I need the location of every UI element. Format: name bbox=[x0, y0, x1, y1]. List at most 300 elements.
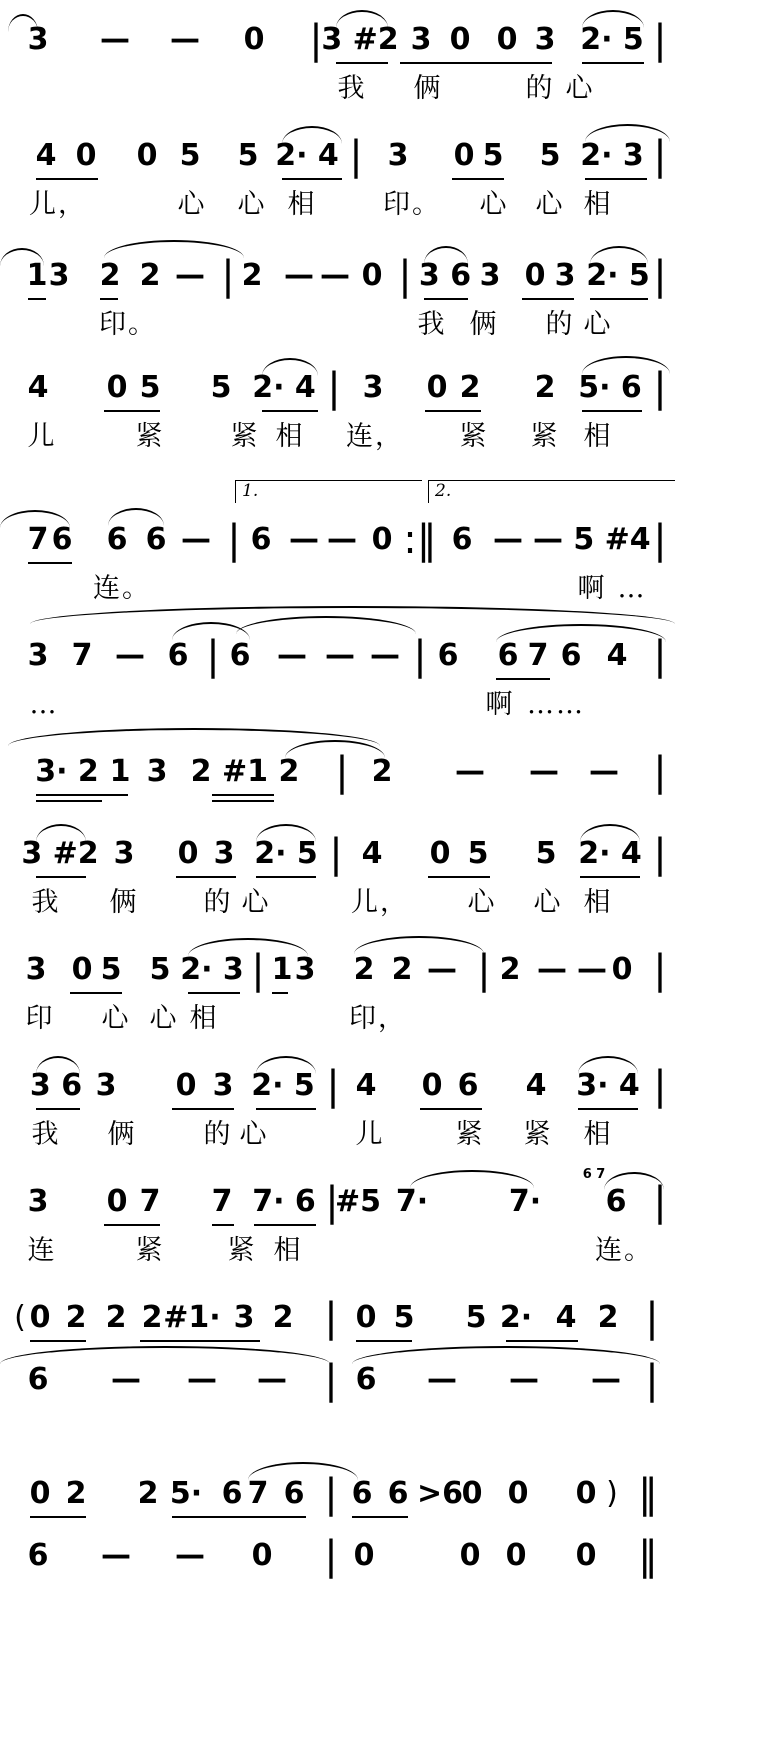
note: 7 bbox=[527, 638, 549, 673]
note: 1 bbox=[271, 952, 293, 987]
slur bbox=[248, 1462, 358, 1480]
lyrics-row bbox=[0, 1118, 766, 1158]
slur bbox=[496, 624, 666, 642]
note: 0 bbox=[106, 370, 128, 405]
note: 5 bbox=[139, 370, 161, 405]
dash: — bbox=[325, 638, 355, 673]
slur bbox=[578, 1056, 638, 1074]
barline: | bbox=[227, 517, 241, 563]
barline: | bbox=[645, 1357, 659, 1403]
lyric: 紧 bbox=[459, 421, 489, 452]
lyric: 心 bbox=[533, 887, 563, 918]
lyric: 连。 bbox=[595, 1235, 653, 1266]
dash: — bbox=[115, 638, 145, 673]
note: 6 bbox=[355, 1362, 377, 1397]
dash: — bbox=[257, 1362, 287, 1397]
lyrics-row bbox=[0, 886, 766, 926]
slur bbox=[585, 124, 670, 142]
lyric: 相 bbox=[583, 421, 613, 452]
note-pair: 2· 5 bbox=[586, 258, 650, 293]
note: 3 bbox=[387, 138, 409, 173]
note-pair: 3 #2 bbox=[21, 836, 99, 871]
note: 0 bbox=[106, 1184, 128, 1219]
dash: — bbox=[111, 1362, 141, 1397]
barline: | bbox=[653, 749, 667, 795]
dash: — bbox=[370, 638, 400, 673]
note: 2 bbox=[65, 1300, 87, 1335]
note: 0 bbox=[371, 522, 393, 557]
note: 7 bbox=[211, 1184, 233, 1219]
dash: — bbox=[181, 522, 211, 557]
dash: — bbox=[537, 952, 567, 987]
note: 2 bbox=[391, 952, 413, 987]
lyric: 紧 bbox=[455, 1119, 485, 1150]
beam-line bbox=[262, 410, 318, 412]
note: 6 bbox=[560, 638, 582, 673]
lyric: 相 bbox=[287, 189, 317, 220]
notes-row bbox=[0, 831, 766, 880]
barline: | bbox=[206, 633, 220, 679]
note: 2 bbox=[137, 1476, 159, 1511]
dash: — bbox=[493, 522, 523, 557]
slur bbox=[580, 824, 640, 842]
note: 6 bbox=[387, 1476, 409, 1511]
note: 6 bbox=[167, 638, 189, 673]
lyric: 连 bbox=[27, 1235, 57, 1266]
lyrics-row bbox=[0, 420, 766, 460]
slur bbox=[410, 1170, 534, 1188]
note-pair: 2· 4 bbox=[275, 138, 339, 173]
dash: — bbox=[100, 22, 130, 57]
beam-line bbox=[578, 1108, 638, 1110]
accented-note: >6 bbox=[416, 1476, 464, 1511]
beam-line bbox=[30, 1516, 86, 1518]
beam-line bbox=[272, 992, 288, 994]
notes-row bbox=[0, 1063, 766, 1112]
beam-line bbox=[585, 178, 647, 180]
lyric: 俩 bbox=[413, 73, 443, 104]
lyric: 紧 bbox=[135, 1235, 165, 1266]
beam-line bbox=[30, 1340, 86, 1342]
lyric: 紧 bbox=[135, 421, 165, 452]
notes-row bbox=[0, 947, 766, 996]
beam-line bbox=[70, 992, 122, 994]
note: 4 bbox=[355, 1068, 377, 1103]
note-pair: 5 #4 bbox=[573, 522, 651, 557]
note: 5 bbox=[393, 1300, 415, 1335]
note: 0 bbox=[524, 258, 546, 293]
note: 6 bbox=[457, 1068, 479, 1103]
beam-line bbox=[188, 992, 240, 994]
dash: — bbox=[289, 522, 319, 557]
note: 2 bbox=[371, 754, 393, 789]
dash: — bbox=[529, 754, 559, 789]
notes-row bbox=[0, 633, 766, 682]
note: 6 bbox=[145, 522, 167, 557]
beam-line bbox=[424, 298, 468, 300]
note: 3 bbox=[48, 258, 70, 293]
barline: | bbox=[653, 253, 667, 299]
note: 0 bbox=[353, 1538, 375, 1573]
note: 3 bbox=[212, 1068, 234, 1103]
note: 6 bbox=[27, 1362, 49, 1397]
lyric: 儿 bbox=[27, 421, 57, 452]
barline: | bbox=[309, 17, 323, 63]
notes-row bbox=[0, 1357, 766, 1406]
beam-line bbox=[400, 62, 552, 64]
lyric: 心 bbox=[239, 1119, 269, 1150]
grace-notes: 6 7 bbox=[582, 1167, 606, 1182]
note: 7 bbox=[71, 638, 93, 673]
beam-line bbox=[420, 1108, 482, 1110]
beam-line bbox=[336, 62, 388, 64]
lyric: 印， bbox=[349, 1003, 407, 1034]
note: 1 bbox=[26, 258, 48, 293]
barline: | bbox=[325, 1179, 339, 1225]
note: 5 bbox=[100, 952, 122, 987]
note: 5 bbox=[535, 836, 557, 871]
beam-line bbox=[452, 178, 504, 180]
slur bbox=[354, 936, 484, 954]
beam-line bbox=[590, 298, 648, 300]
note: 7 bbox=[27, 522, 49, 557]
beam-line bbox=[36, 794, 128, 796]
slur bbox=[262, 358, 318, 376]
note-pair: 2· 3 bbox=[580, 138, 644, 173]
note: #1· bbox=[163, 1300, 221, 1335]
note: 5 bbox=[149, 952, 171, 987]
beam-line bbox=[104, 1224, 160, 1226]
note: 1 bbox=[109, 754, 131, 789]
note: 0 bbox=[507, 1476, 529, 1511]
note: 0 bbox=[429, 836, 451, 871]
note: 3 bbox=[233, 1300, 255, 1335]
note: 7 bbox=[247, 1476, 269, 1511]
notes-row bbox=[0, 1295, 766, 1344]
beam-line bbox=[428, 876, 490, 878]
lyric: 印。 bbox=[99, 309, 157, 340]
dash: — bbox=[175, 1538, 205, 1573]
note: 0 bbox=[136, 138, 158, 173]
note: 5 bbox=[482, 138, 504, 173]
barline: | bbox=[653, 1063, 667, 1109]
lyric: 相 bbox=[583, 887, 613, 918]
note: 0 bbox=[421, 1068, 443, 1103]
beam-line bbox=[212, 800, 274, 802]
slur bbox=[282, 126, 342, 144]
lyric: … bbox=[617, 573, 647, 604]
note: 2 bbox=[99, 258, 121, 293]
note: 6 bbox=[27, 1538, 49, 1573]
note: 4 bbox=[361, 836, 383, 871]
lyric: 的 bbox=[545, 309, 575, 340]
lyrics-row bbox=[0, 688, 766, 728]
note: 2 bbox=[65, 1476, 87, 1511]
lyric: 我 bbox=[337, 73, 367, 104]
note: 0 bbox=[461, 1476, 483, 1511]
lyrics-row bbox=[0, 188, 766, 228]
note-pair: 2· 5 bbox=[254, 836, 318, 871]
barline: | bbox=[324, 1533, 338, 1579]
dash: — bbox=[320, 258, 350, 293]
lyric: …… bbox=[527, 689, 585, 720]
dash: — bbox=[455, 754, 485, 789]
note: 2 bbox=[534, 370, 556, 405]
barline: | bbox=[327, 365, 341, 411]
note: 0 bbox=[355, 1300, 377, 1335]
dash: — bbox=[427, 952, 457, 987]
lyric: 我 bbox=[31, 1119, 61, 1150]
beam-line bbox=[100, 298, 118, 300]
lyric: 儿 bbox=[355, 1119, 385, 1150]
note: 6 bbox=[229, 638, 251, 673]
lyric: 儿， bbox=[351, 887, 409, 918]
slur bbox=[604, 1172, 664, 1190]
note: 3 bbox=[27, 638, 49, 673]
lyric: … bbox=[29, 689, 59, 720]
barline: | bbox=[653, 831, 667, 877]
note: 0 bbox=[243, 22, 265, 57]
notes-row bbox=[0, 1533, 766, 1582]
barline: | bbox=[221, 253, 235, 299]
note: 2 bbox=[105, 1300, 127, 1335]
beam-line bbox=[522, 298, 574, 300]
barline: | bbox=[329, 831, 343, 877]
lyric: 心 bbox=[101, 1003, 131, 1034]
note: 5 bbox=[467, 836, 489, 871]
lyric: 紧 bbox=[530, 421, 560, 452]
lyric: 相 bbox=[273, 1235, 303, 1266]
lyric: 心 bbox=[467, 887, 497, 918]
notes-row bbox=[0, 133, 766, 182]
lyric: 紧 bbox=[230, 421, 260, 452]
slur bbox=[424, 246, 468, 264]
beam-line bbox=[352, 1516, 408, 1518]
lyrics-row bbox=[0, 308, 766, 348]
volta-second-ending: 2. bbox=[428, 480, 675, 503]
dash: — bbox=[101, 1538, 131, 1573]
beam-line bbox=[172, 1516, 306, 1518]
lyric: 俩 bbox=[469, 309, 499, 340]
note: 4 bbox=[555, 1300, 577, 1335]
lyric: 心 bbox=[149, 1003, 179, 1034]
note: 0 bbox=[71, 952, 93, 987]
barline: | bbox=[653, 947, 667, 993]
note: 2 bbox=[353, 952, 375, 987]
lyric: 紧 bbox=[523, 1119, 553, 1150]
note: #5 bbox=[334, 1184, 382, 1219]
barline: | bbox=[324, 1357, 338, 1403]
repeat-end-barline: :‖ bbox=[403, 517, 437, 563]
beam-line bbox=[212, 794, 274, 796]
beam-line bbox=[36, 1108, 80, 1110]
note: 0 bbox=[29, 1300, 51, 1335]
beam-line bbox=[36, 800, 102, 802]
note-pair: 3 #2 bbox=[321, 22, 399, 57]
note: 6 bbox=[605, 1184, 627, 1219]
beam-line bbox=[256, 1108, 316, 1110]
note-pair: 5· 6 bbox=[578, 370, 642, 405]
barline: | bbox=[653, 633, 667, 679]
note-group: 2 #1 2 bbox=[190, 754, 300, 789]
dash: — bbox=[509, 1362, 539, 1397]
lyric: 相 bbox=[583, 189, 613, 220]
beam-line bbox=[582, 410, 642, 412]
note: 2 bbox=[241, 258, 263, 293]
lyric: 儿， bbox=[29, 189, 87, 220]
beam-line bbox=[582, 62, 644, 64]
dash: — bbox=[589, 754, 619, 789]
note: 6 bbox=[451, 522, 473, 557]
lyric: 我 bbox=[417, 309, 447, 340]
close-parenthesis: ) bbox=[606, 1476, 618, 1511]
barline: | bbox=[324, 1295, 338, 1341]
note: 7 bbox=[139, 1184, 161, 1219]
dash: — bbox=[175, 258, 205, 293]
slur bbox=[582, 356, 670, 374]
beam-line bbox=[425, 410, 481, 412]
lyric: 心 bbox=[565, 73, 595, 104]
lyric: 俩 bbox=[109, 887, 139, 918]
note: 3 bbox=[213, 836, 235, 871]
barline: | bbox=[335, 749, 349, 795]
dash: — bbox=[591, 1362, 621, 1397]
lyric: 心 bbox=[241, 887, 271, 918]
note-pair: 3 6 bbox=[418, 258, 472, 293]
note: 2 bbox=[459, 370, 481, 405]
barline: | bbox=[653, 133, 667, 179]
note: 0 bbox=[75, 138, 97, 173]
barline: | bbox=[349, 133, 363, 179]
lyric: 相 bbox=[583, 1119, 613, 1150]
lyric: 心 bbox=[479, 189, 509, 220]
slur bbox=[36, 824, 86, 842]
note: 3 bbox=[25, 952, 47, 987]
note: 3 bbox=[554, 258, 576, 293]
note: 3 bbox=[146, 754, 168, 789]
note: 5 bbox=[465, 1300, 487, 1335]
lyric: 连。 bbox=[93, 573, 151, 604]
lyrics-row bbox=[0, 1234, 766, 1274]
barline: | bbox=[653, 365, 667, 411]
slur bbox=[104, 240, 244, 258]
beam-line bbox=[28, 298, 46, 300]
note: 0 bbox=[175, 1068, 197, 1103]
lyrics-row bbox=[0, 72, 766, 112]
note: 0 bbox=[453, 138, 475, 173]
beam-line bbox=[172, 1108, 234, 1110]
note: 2 bbox=[141, 1300, 163, 1335]
note: 3 bbox=[95, 1068, 117, 1103]
note: 0 bbox=[361, 258, 383, 293]
note: 0 bbox=[251, 1538, 273, 1573]
volta-first-ending: 1. bbox=[235, 480, 422, 503]
dash: — bbox=[533, 522, 563, 557]
note-pair: 3· 2 bbox=[35, 754, 99, 789]
note-pair: 2· 5 bbox=[251, 1068, 315, 1103]
barline: | bbox=[413, 633, 427, 679]
barline: | bbox=[398, 253, 412, 299]
note-pair: 7· 6 bbox=[252, 1184, 316, 1219]
final-barline: ‖ bbox=[638, 1471, 658, 1517]
dash: — bbox=[170, 22, 200, 57]
note: 0 bbox=[575, 1538, 597, 1573]
note: 2· bbox=[499, 1300, 533, 1335]
lyric: 紧 bbox=[227, 1235, 257, 1266]
note: 7· bbox=[508, 1184, 542, 1219]
note: 3 bbox=[113, 836, 135, 871]
slur bbox=[256, 824, 316, 842]
beam-line bbox=[580, 876, 640, 878]
note: 6 bbox=[437, 638, 459, 673]
note: 4 bbox=[606, 638, 628, 673]
note: 6 bbox=[283, 1476, 305, 1511]
note: 0 bbox=[459, 1538, 481, 1573]
beam-line bbox=[104, 410, 160, 412]
note-pair: 2· 4 bbox=[252, 370, 316, 405]
beam-line bbox=[506, 1340, 578, 1342]
note: 4 bbox=[27, 370, 49, 405]
beam-line bbox=[28, 562, 72, 564]
lyric: 心 bbox=[237, 189, 267, 220]
beam-line bbox=[356, 1340, 412, 1342]
note: 6 bbox=[351, 1476, 373, 1511]
beam-line bbox=[36, 178, 98, 180]
note: 5 bbox=[237, 138, 259, 173]
lyric: 相 bbox=[275, 421, 305, 452]
note: 2 bbox=[139, 258, 161, 293]
dash: — bbox=[577, 952, 607, 987]
dash: — bbox=[277, 638, 307, 673]
lyric: 心 bbox=[535, 189, 565, 220]
lyric: 啊 bbox=[577, 573, 607, 604]
lyric: 啊 bbox=[485, 689, 515, 720]
dash: — bbox=[427, 1362, 457, 1397]
note: 0 bbox=[496, 22, 518, 57]
lyric: 印 bbox=[25, 1003, 55, 1034]
lyric: 心 bbox=[177, 189, 207, 220]
lyric: 俩 bbox=[107, 1119, 137, 1150]
note: 6 bbox=[250, 522, 272, 557]
slur bbox=[582, 10, 644, 28]
lyric: 相 bbox=[189, 1003, 219, 1034]
barline: | bbox=[653, 517, 667, 563]
note: 3 bbox=[27, 22, 49, 57]
note: 6 bbox=[221, 1476, 243, 1511]
note: 0 bbox=[449, 22, 471, 57]
note: 0 bbox=[426, 370, 448, 405]
note: 0 bbox=[177, 836, 199, 871]
barline: | bbox=[477, 947, 491, 993]
lyrics-row bbox=[0, 1002, 766, 1042]
barline: | bbox=[251, 947, 265, 993]
note: 0 bbox=[505, 1538, 527, 1573]
final-barline: ‖ bbox=[638, 1533, 658, 1579]
notes-row bbox=[0, 365, 766, 414]
note: 3 bbox=[410, 22, 432, 57]
note: 3 bbox=[294, 952, 316, 987]
note: 5· bbox=[169, 1476, 203, 1511]
slur bbox=[256, 1056, 316, 1074]
note: 4 bbox=[35, 138, 57, 173]
lyric: 我 bbox=[31, 887, 61, 918]
open-parenthesis: ( bbox=[14, 1300, 26, 1335]
barline: | bbox=[653, 1179, 667, 1225]
note: 0 bbox=[611, 952, 633, 987]
note: 4 bbox=[525, 1068, 547, 1103]
beam-line bbox=[140, 1340, 260, 1342]
lyric: 的 bbox=[525, 73, 555, 104]
